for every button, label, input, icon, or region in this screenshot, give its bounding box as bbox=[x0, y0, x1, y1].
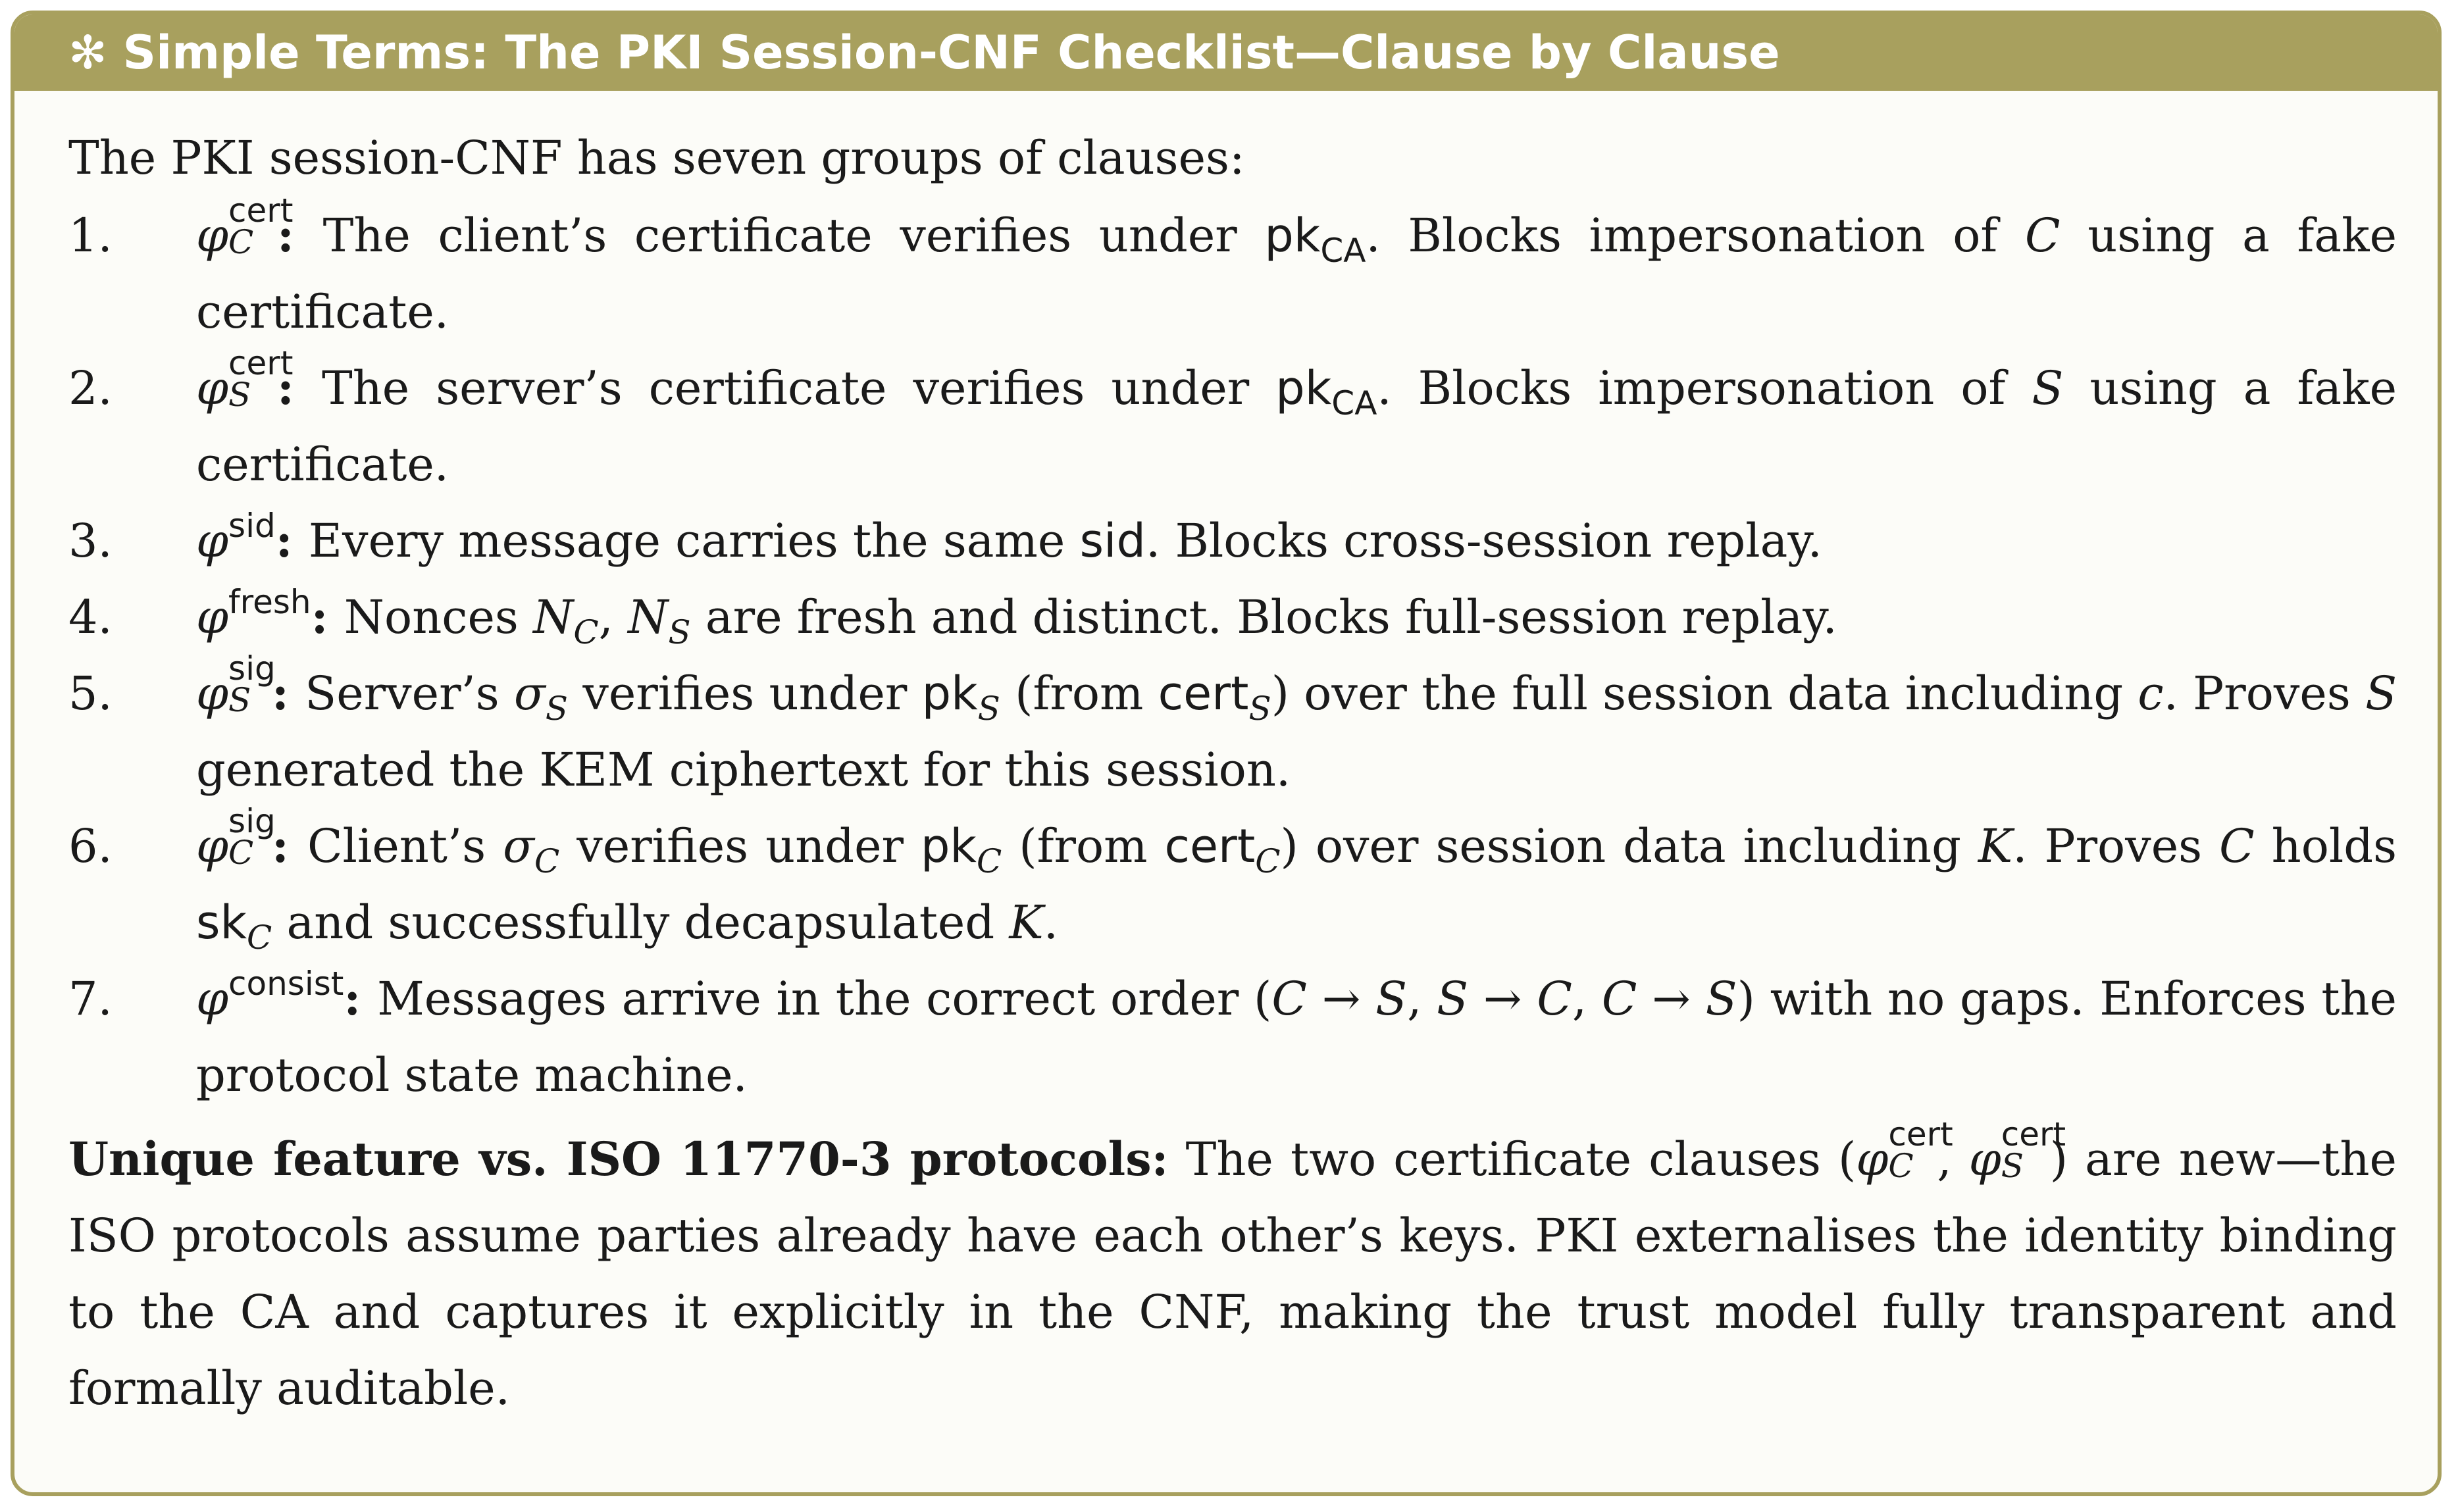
asterisk-icon: ✻ bbox=[68, 26, 107, 80]
clause-party: C bbox=[1271, 972, 1307, 1026]
clause-text-part: Nonces bbox=[344, 590, 534, 644]
clause-number: 7. bbox=[68, 972, 113, 1026]
clause-session-key: K bbox=[1009, 895, 1044, 949]
clause-secret-key-subscript: C bbox=[247, 919, 272, 957]
clause-text-part: holds bbox=[2254, 819, 2397, 873]
clause-colon: : bbox=[272, 666, 305, 720]
clause-text: φ cert S : The server’s certificate verifies under $pk_{CA}$. Blocks impersonation of S using a fake certificate. bbox=[196, 344, 2397, 491]
clause-colon: : bbox=[272, 819, 307, 873]
clause-cert-subscript: C bbox=[1255, 842, 1281, 880]
clause-text-part: . Proves bbox=[2163, 667, 2366, 720]
clause-nonce: N bbox=[533, 590, 574, 644]
clause-party: C bbox=[1601, 972, 1637, 1026]
clause-colon: : bbox=[277, 208, 323, 263]
clause-number: 2. bbox=[68, 361, 113, 415]
clause-text-part: , bbox=[598, 590, 628, 644]
clause-symbol: φ bbox=[196, 590, 229, 644]
clause-symbol: φ bbox=[196, 209, 229, 263]
feature-symbol: φ bbox=[1856, 1132, 1889, 1186]
clause-number: 3. bbox=[68, 514, 113, 568]
clause-text bbox=[196, 503, 2397, 579]
clause-party: S bbox=[1375, 972, 1408, 1026]
clause-symbol: φ bbox=[196, 819, 229, 873]
clause-text-part: The client’s certificate verifies under bbox=[322, 209, 1265, 263]
clause-text-part: are fresh and distinct. Blocks full-session replay. bbox=[690, 590, 1837, 644]
clause-colon: : bbox=[275, 513, 309, 568]
clause-party: S bbox=[1705, 972, 1737, 1026]
simple-terms-box bbox=[11, 11, 2442, 1496]
clause-cert-subscript: S bbox=[1248, 690, 1271, 728]
clause-session-id: sid bbox=[1079, 514, 1146, 568]
clause-text-part: (from bbox=[1000, 667, 1158, 720]
clause-party: C bbox=[1537, 972, 1572, 1026]
feature-text-part: The two certificate clauses ( bbox=[1168, 1132, 1856, 1186]
clause-text-part: . Blocks impersonation of bbox=[1366, 209, 2025, 263]
feature-text-part: ) are new—the ISO protocols assume parties already have each other’s keys. PKI externalises the identity binding to the CA and captures it explicitly in the CNF, making the trust model fully transparent and formally auditable. bbox=[68, 1132, 2397, 1415]
clause-text-part: Every message carries the same bbox=[308, 514, 1080, 568]
clause-text-part: Server’s bbox=[305, 667, 514, 720]
clause-key-name: pk bbox=[1275, 361, 1332, 415]
clause-text: φ sig S : Server’s $\sigma_S$ verifies under $pk_S$ (from cert$_S$) over the full session data including c. Proves S generated the KEM ciphertext for this session. bbox=[196, 649, 2397, 797]
clause-secret-key: sk bbox=[196, 895, 247, 949]
clause-text-part: , bbox=[1572, 972, 1602, 1026]
clause-text: φ sig C : Client’s $\sigma_C$ verifies under $pk_C$ (from cert$_C$) over session data including K. Proves C holds $sk_C$ and successfully decapsulated K. bbox=[196, 802, 2397, 957]
clause-symbol: φ bbox=[196, 972, 229, 1026]
clause-signature-subscript: C bbox=[534, 842, 560, 880]
clause-party: S bbox=[1437, 972, 1469, 1026]
clause-ciphertext: c bbox=[2138, 667, 2164, 720]
clause-key-subscript: CA bbox=[1320, 232, 1366, 270]
clause-cert-name: cert bbox=[1164, 819, 1256, 873]
clause-text-part: using a fake certificate. bbox=[196, 361, 2397, 491]
clause-text-part: . Proves bbox=[2012, 819, 2220, 873]
feature-lead: Unique feature vs. ISO 11770-3 protocols: bbox=[68, 1132, 1169, 1186]
clause-session-key: K bbox=[1978, 819, 2013, 873]
clause-superscript: sid bbox=[228, 507, 276, 545]
clause-text-part: The server’s certificate verifies under bbox=[322, 361, 1276, 415]
clause-party: C bbox=[2219, 819, 2255, 873]
feature-text-part: , bbox=[1937, 1132, 1969, 1186]
clause-number: 4. bbox=[68, 590, 113, 644]
clause-signature-subscript: S bbox=[545, 690, 569, 728]
clause-symbol: φ bbox=[196, 667, 229, 720]
clause-item bbox=[68, 344, 2397, 503]
clause-text-part: and successfully decapsulated bbox=[272, 895, 1010, 949]
clause-item bbox=[68, 503, 2397, 579]
box-content bbox=[68, 120, 2397, 1426]
clause-item bbox=[68, 961, 2397, 1113]
clause-colon: : bbox=[344, 971, 378, 1026]
clause-text-part: generated the KEM ciphertext for this session. bbox=[196, 743, 1291, 797]
clause-text-part: (from bbox=[1002, 819, 1165, 873]
unique-feature-paragraph: Unique feature vs. ISO 11770-3 protocols: The two certificate clauses (φ cert C , φ cert S ) are new—the ISO protocols assume parties already have each other’s keys. PKI externalises the identity binding to the CA and captures it explicitly in the CNF, making the trust model fully transparent and formally auditable. bbox=[68, 1115, 2397, 1415]
clause-symbol: φ bbox=[196, 514, 229, 568]
clause-text-part: ) with no gaps. Enforces the protocol state machine. bbox=[196, 972, 2397, 1102]
arrow-icon: → bbox=[1468, 972, 1537, 1026]
clause-text-part: using a fake certificate. bbox=[196, 209, 2397, 339]
clause-text bbox=[196, 579, 2397, 655]
clause-nonce: N bbox=[628, 590, 669, 644]
clause-text bbox=[196, 961, 2397, 1113]
clause-text-part: verifies under bbox=[568, 667, 922, 720]
clause-superscript: fresh bbox=[228, 583, 311, 621]
feature-symbol: φ bbox=[1968, 1132, 2001, 1186]
clause-item bbox=[68, 649, 2397, 808]
clause-key-subscript: CA bbox=[1331, 384, 1377, 422]
clause-text-part: Client’s bbox=[307, 819, 503, 873]
clause-key-subscript: S bbox=[977, 690, 1000, 728]
clause-superscript: consist bbox=[228, 965, 344, 1003]
clause-number: 5. bbox=[68, 667, 113, 720]
clause-text: φ cert C : The client’s certificate verifies under $pk_{CA}$. Blocks impersonation of C using a fake certificate. bbox=[196, 191, 2397, 339]
clause-key-name: pk bbox=[921, 819, 977, 873]
clause-text-part: ) over the full session data including bbox=[1271, 667, 2138, 720]
clause-key-name: pk bbox=[921, 667, 978, 720]
clause-nonce-subscript: S bbox=[668, 613, 691, 651]
clause-key-name: pk bbox=[1264, 209, 1321, 263]
clause-key-subscript: C bbox=[976, 842, 1002, 880]
clause-item bbox=[68, 579, 2397, 655]
clause-text-part: . Blocks cross-session replay. bbox=[1145, 514, 1822, 568]
clause-cert-name: cert bbox=[1158, 667, 1249, 720]
box-title: Simple Terms: The PKI Session-CNF Checklist—Clause by Clause bbox=[122, 26, 1780, 80]
clause-colon: : bbox=[277, 361, 322, 415]
clause-item bbox=[68, 191, 2397, 350]
clause-number: 1. bbox=[68, 209, 113, 263]
clause-party: C bbox=[2024, 209, 2061, 263]
box-title-bar bbox=[14, 14, 2438, 91]
clause-signature: σ bbox=[503, 819, 534, 873]
clause-text-part: ) over session data including bbox=[1280, 819, 1978, 873]
arrow-icon: → bbox=[1637, 972, 1706, 1026]
clause-colon: : bbox=[311, 590, 344, 644]
clause-text-part: . Blocks impersonation of bbox=[1377, 361, 2032, 415]
clause-party: S bbox=[2365, 667, 2397, 720]
arrow-icon: → bbox=[1306, 972, 1376, 1026]
clause-text-part: Messages arrive in the correct order ( bbox=[377, 972, 1272, 1026]
clause-signature: σ bbox=[514, 667, 546, 720]
clause-symbol: φ bbox=[196, 361, 229, 415]
clause-item bbox=[68, 802, 2397, 961]
clause-text-part: . bbox=[1043, 895, 1058, 949]
clause-party: S bbox=[2032, 361, 2064, 415]
clause-nonce-subscript: C bbox=[573, 613, 599, 651]
clause-text-part: verifies under bbox=[559, 819, 921, 873]
intro-text: The PKI session-CNF has seven groups of clauses: bbox=[68, 131, 1245, 185]
clause-text-part: , bbox=[1407, 972, 1437, 1026]
clause-number: 6. bbox=[68, 819, 113, 873]
